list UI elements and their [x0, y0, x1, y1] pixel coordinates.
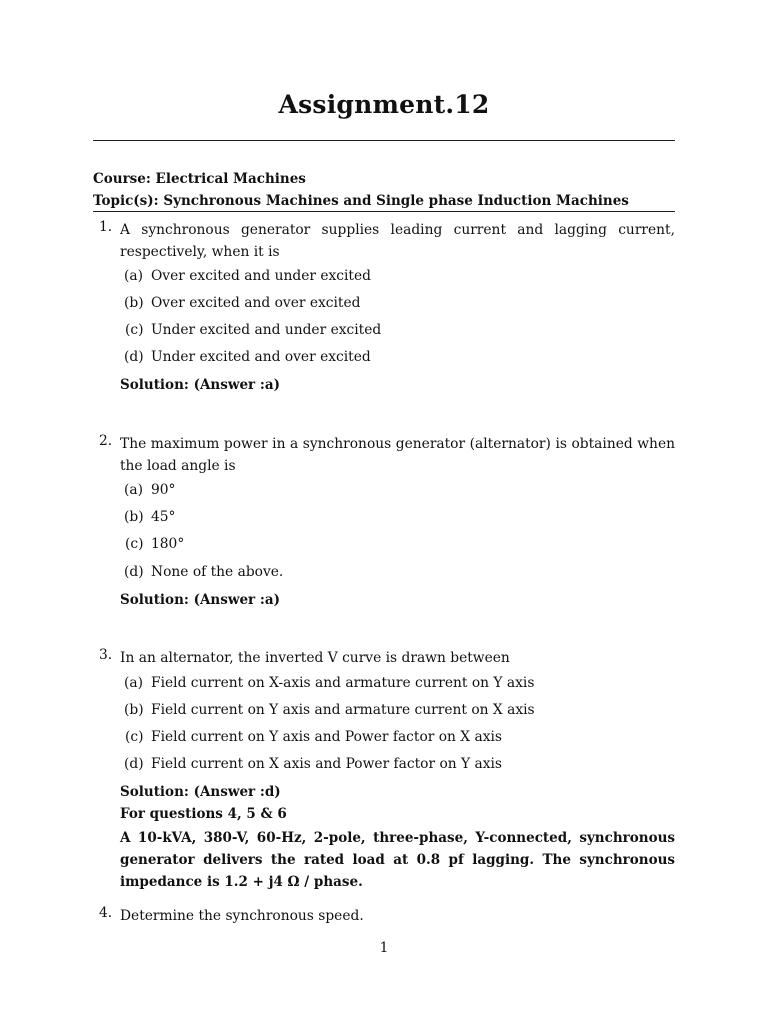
title-divider	[93, 140, 675, 141]
option-text: Field current on Y axis and Power factor on X axis	[151, 729, 503, 745]
course-line: Course: Electrical Machines	[93, 171, 306, 187]
option-label: (b)	[124, 702, 144, 718]
page-number: 1	[379, 940, 389, 956]
option-text: Over excited and under excited	[151, 268, 371, 284]
option-label: (a)	[124, 675, 143, 691]
solution-line: Solution: (Answer :a)	[120, 592, 280, 608]
option-text: Field current on X axis and Power factor on Y axis	[151, 756, 503, 772]
group-heading: For questions 4, 5 & 6	[120, 806, 287, 822]
option-label: (c)	[125, 322, 144, 338]
topic-line: Topic(s): Synchronous Machines and Single phase Induction Machines	[93, 193, 629, 209]
question-number: 4.	[99, 905, 113, 921]
option-text: Under excited and under excited	[151, 322, 382, 338]
option-label: (d)	[124, 756, 144, 772]
option-text: 90°	[151, 482, 176, 498]
topic-divider	[93, 211, 675, 212]
question-number: 1.	[99, 219, 113, 235]
option-label: (c)	[125, 729, 144, 745]
option-text: Over excited and over excited	[151, 295, 361, 311]
option-label: (a)	[124, 482, 143, 498]
option-label: (b)	[124, 295, 144, 311]
question-text: Determine the synchronous speed.	[120, 908, 364, 924]
option-text: Under excited and over excited	[151, 349, 371, 365]
option-label: (a)	[124, 268, 143, 284]
question-number: 3.	[99, 647, 113, 663]
option-label: (d)	[124, 349, 144, 365]
solution-line: Solution: (Answer :d)	[120, 784, 281, 800]
option-text: 180°	[151, 536, 185, 552]
page-title: Assignment.12	[278, 90, 490, 119]
question-number: 2.	[99, 433, 113, 449]
question-text: The maximum power in a synchronous generator (alternator) is obtained when the load angle is	[120, 436, 675, 474]
solution-line: Solution: (Answer :a)	[120, 377, 280, 393]
option-label: (d)	[124, 564, 144, 580]
option-label: (b)	[124, 509, 144, 525]
option-text: None of the above.	[151, 564, 284, 580]
option-label: (c)	[125, 536, 144, 552]
group-problem-statement: A 10-kVA, 380-V, 60-Hz, 2-pole, three-phase, Y-connected, synchronous generator delivers the rated load at 0.8 pf lagging. The synchronous impedance is 1.2 + j4 Ω / phase.	[120, 830, 675, 890]
option-text: Field current on Y axis and armature current on X axis	[151, 702, 535, 718]
option-text: 45°	[151, 509, 176, 525]
question-text: A synchronous generator supplies leading current and lagging current, respectively, when it is	[120, 222, 675, 260]
option-text: Field current on X-axis and armature current on Y axis	[151, 675, 535, 691]
question-text: In an alternator, the inverted V curve is drawn between	[120, 650, 510, 666]
